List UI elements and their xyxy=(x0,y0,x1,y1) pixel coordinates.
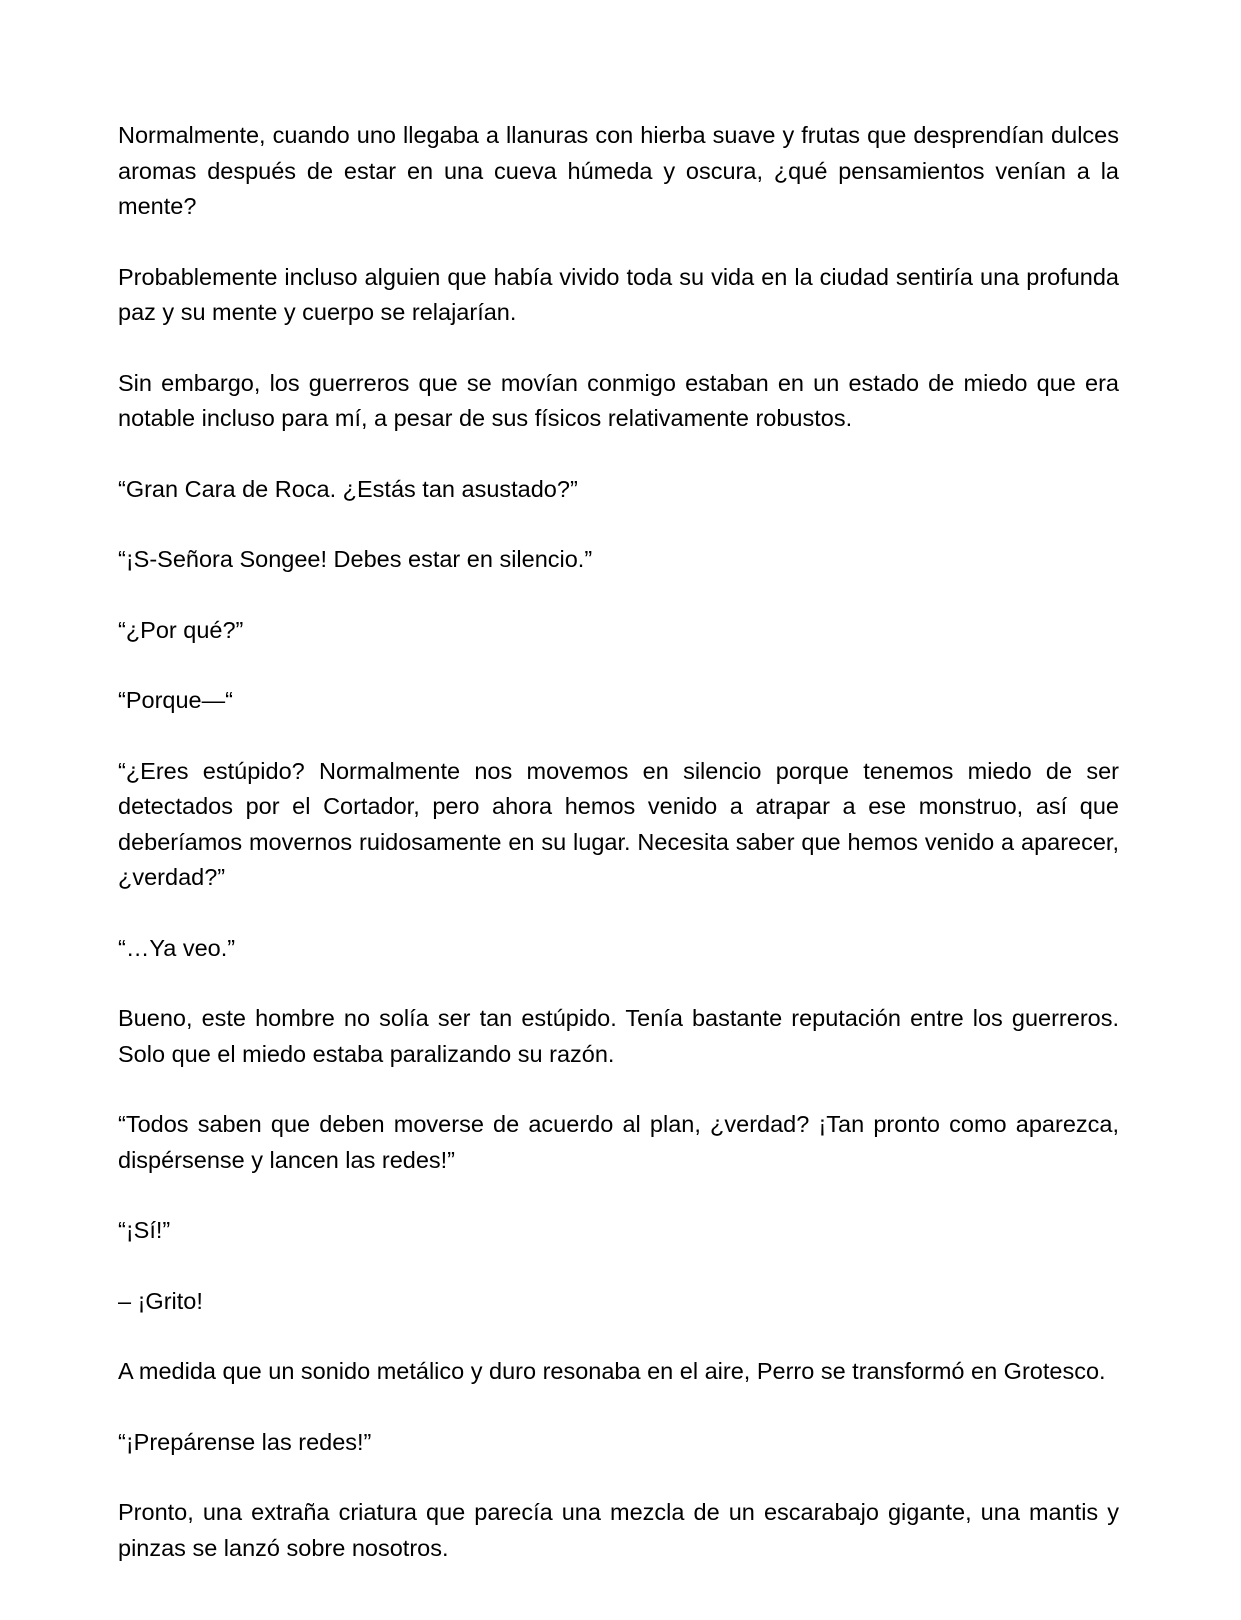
dialogue-line: “¿Eres estúpido? Normalmente nos movemos en silencio porque tenemos miedo de ser detectados por el Cortador, pero ahora hemos venido a atrapar a ese monstruo, así que deberíamos movernos ruidosamente en su lugar. Necesita saber que hemos venido a aparecer, ¿verdad?” xyxy=(118,757,1119,890)
document-page xyxy=(118,118,1119,1598)
sound-effect-line: – ¡Grito! xyxy=(118,1287,203,1314)
dialogue-line: “¡S-Señora Songee! Debes estar en silencio.” xyxy=(118,546,593,572)
paragraph: Probablemente incluso alguien que había vivido toda su vida en la ciudad sentiría una profunda paz y su mente y cuerpo se relajarían. xyxy=(118,263,1119,325)
paragraph: Sin embargo, los guerreros que se movían conmigo estaban en un estado de miedo que era notable incluso para mí, a pesar de sus físicos relativamente robustos. xyxy=(118,369,1119,431)
dialogue-line: “¿Por qué?” xyxy=(118,616,244,643)
dialogue-line: “¡Prepárense las redes!” xyxy=(118,1428,372,1455)
paragraph: A medida que un sonido metálico y duro resonaba en el aire, Perro se transformó en Grotesco. xyxy=(118,1358,1106,1384)
dialogue-line: “Gran Cara de Roca. ¿Estás tan asustado?” xyxy=(118,475,578,502)
paragraph: Normalmente, cuando uno llegaba a llanuras con hierba suave y frutas que desprendían dulces aromas después de estar en una cueva húmeda y oscura, ¿qué pensamientos venían a la mente? xyxy=(118,122,1119,219)
dialogue-line: “¡Sí!” xyxy=(118,1217,171,1243)
dialogue-line: “…Ya veo.” xyxy=(118,934,236,961)
paragraph: Bueno, este hombre no solía ser tan estúpido. Tenía bastante reputación entre los guerreros. Solo que el miedo estaba paralizando su razón. xyxy=(118,1005,1119,1067)
dialogue-line: “Porque—“ xyxy=(118,687,233,713)
paragraph: Pronto, una extraña criatura que parecía una mezcla de un escarabajo gigante, una mantis y pinzas se lanzó sobre nosotros. xyxy=(118,1499,1119,1561)
dialogue-line: “Todos saben que deben moverse de acuerdo al plan, ¿verdad? ¡Tan pronto como aparezca, dispérsense y lancen las redes!” xyxy=(118,1111,1119,1173)
